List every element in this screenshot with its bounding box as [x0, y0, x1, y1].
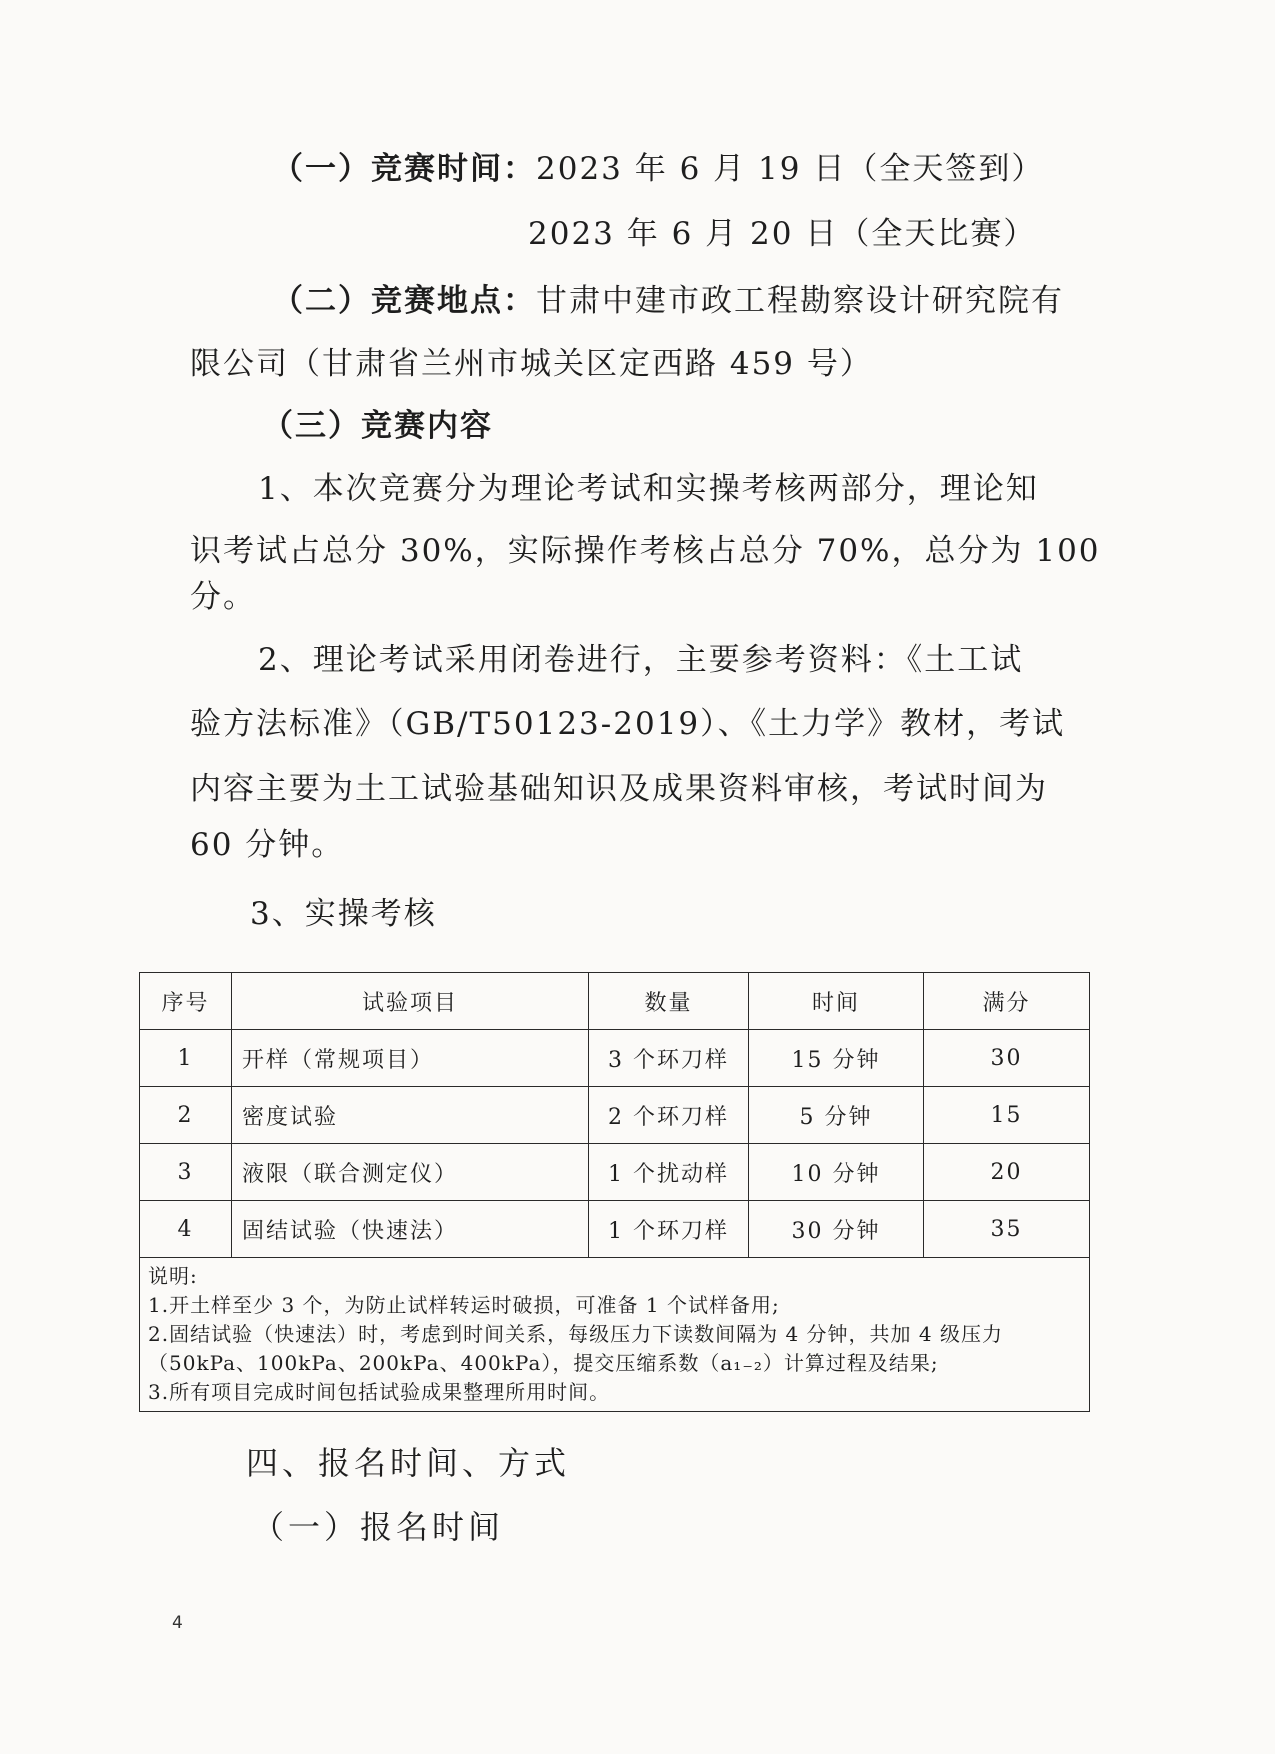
header-quantity: 数量: [589, 973, 749, 1030]
practical-exam-heading: 3、实操考核: [250, 896, 437, 932]
content-paragraph-2-line-4: 60 分钟。: [190, 827, 345, 863]
notes-title: 说明:: [148, 1264, 198, 1288]
table-notes-row: [140, 1258, 1090, 1412]
competition-time-label: （一）竞赛时间：: [272, 151, 536, 187]
row-quantity: 1 个环刀样: [589, 1201, 749, 1258]
note-item: 2.固结试验（快速法）时，考虑到时间关系，每级压力下读数间隔为 4 分钟，共加 4 级压力（50kPa、100kPa、200kPa、400kPa），提交压缩系数（a₁₋₂）计算过程及结果;: [148, 1322, 1003, 1375]
row-item: 开样（常规项目）: [232, 1030, 589, 1087]
note-item: 1.开土样至少 3 个，为防止试样转运时破损，可准备 1 个试样备用;: [148, 1293, 780, 1317]
row-no: 4: [140, 1201, 232, 1258]
note-item: 3.所有项目完成时间包括试验成果整理所用时间。: [148, 1380, 611, 1404]
row-score: 20: [924, 1144, 1090, 1201]
row-no: 3: [140, 1144, 232, 1201]
competition-time-line: [272, 149, 1044, 189]
practical-exam-table: [139, 972, 1090, 1412]
row-quantity: 2 个环刀样: [589, 1087, 749, 1144]
competition-time-value-1: 2023 年 6 月 19 日（全天签到）: [536, 151, 1045, 187]
content-paragraph-2-line-2: 验方法标准》（GB/T50123-2019）、《土力学》教材，考试: [190, 706, 1066, 742]
competition-venue-line: [272, 281, 1064, 321]
competition-venue-value-1: 甘肃中建市政工程勘察设计研究院有: [536, 283, 1064, 319]
competition-time-value-2: 2023 年 6 月 20 日（全天比赛）: [528, 216, 1037, 252]
row-quantity: 1 个扰动样: [589, 1144, 749, 1201]
row-time: 5 分钟: [749, 1087, 924, 1144]
table-row: [140, 1144, 1090, 1201]
header-item: 试验项目: [232, 973, 589, 1030]
header-time: 时间: [749, 973, 924, 1030]
competition-venue-value-2: 限公司（甘肃省兰州市城关区定西路 459 号）: [190, 346, 873, 382]
row-time: 10 分钟: [749, 1144, 924, 1201]
page-number: 4: [172, 1613, 183, 1633]
row-quantity: 3 个环刀样: [589, 1030, 749, 1087]
row-item: 密度试验: [232, 1087, 589, 1144]
content-paragraph-1-line-1: 1、本次竞赛分为理论考试和实操考核两部分，理论知: [258, 471, 1039, 507]
content-paragraph-1-line-2: 识考试占总分 30%，实际操作考核占总分 70%，总分为 100: [190, 533, 1101, 569]
table-header-row: [140, 973, 1090, 1030]
competition-venue-label: （二）竞赛地点：: [272, 283, 536, 319]
content-paragraph-2-line-1: 2、理论考试采用闭卷进行，主要参考资料：《土工试: [258, 642, 1024, 678]
registration-heading: 四、报名时间、方式: [246, 1444, 571, 1482]
row-time: 30 分钟: [749, 1201, 924, 1258]
row-item: 固结试验（快速法）: [232, 1201, 589, 1258]
content-paragraph-1-line-3: 分。: [190, 579, 256, 615]
table-row: [140, 1087, 1090, 1144]
header-no: 序号: [140, 973, 232, 1030]
competition-content-heading: （三）竞赛内容: [262, 408, 493, 444]
row-score: 30: [924, 1030, 1090, 1087]
row-no: 2: [140, 1087, 232, 1144]
header-score: 满分: [924, 973, 1090, 1030]
table-notes: [140, 1258, 1090, 1412]
table-row: [140, 1030, 1090, 1087]
row-no: 1: [140, 1030, 232, 1087]
table-row: [140, 1201, 1090, 1258]
row-score: 15: [924, 1087, 1090, 1144]
registration-time-heading: （一）报名时间: [252, 1508, 505, 1546]
row-score: 35: [924, 1201, 1090, 1258]
row-time: 15 分钟: [749, 1030, 924, 1087]
row-item: 液限（联合测定仪）: [232, 1144, 589, 1201]
content-paragraph-2-line-3: 内容主要为土工试验基础知识及成果资料审核，考试时间为: [190, 771, 1048, 807]
